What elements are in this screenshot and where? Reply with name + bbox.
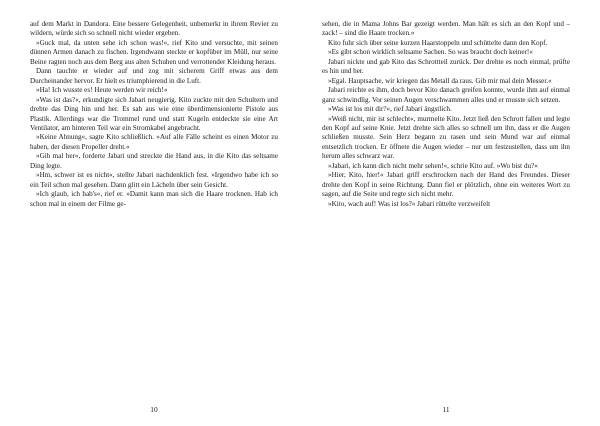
paragraph: »Ha! Ich wusste es! Heute werden wir reich!«: [36, 86, 168, 95]
paragraph: »Kito, wach auf! Was ist los?« Jabari rüttelte verzweifelt: [328, 199, 491, 208]
paragraph: »Hm, schwer ist es nicht«, stellte Jabari nachdenklich fest. »Irgendwo habe ich so ein Teil schon mal gesehen. Dann glitt ein Lächeln über sein Gesicht.: [30, 171, 278, 189]
paragraph: »Gib mal her«, forderte Jabari und streckte die Hand aus, in die Kito das seltsame Ding legte.: [30, 152, 278, 170]
paragraph: »Ich glaub, ich hab's«, rief er. »Damit kann man sich die Haare trocknen. Hab ich schon mal in einem der Filme ge-: [30, 190, 278, 208]
paragraph: »Guck mal, da unten sehe ich schon was!«, rief Kito und versuchte, mit seinen dünnen Armen danach zu fischen. Irgendwann steckte er kopfüber im Müll, nur seine Beine ragten noch aus dem Berg aus alten Schuhen und verrottender Kleidung heraus.: [30, 38, 278, 66]
paragraph: sehen, die in Mama Johns Bar gezeigt werden. Man hält es sich an den Kopf und – zack! – sind die Haare trocken.«: [322, 20, 570, 38]
paragraph: Kito fuhr sich über seine kurzen Haarstoppeln und schüttelte dann den Kopf.: [328, 38, 548, 47]
page-left: [30, 20, 278, 416]
paragraph: Jabari reichte es ihm, doch bevor Kito danach greifen konnte, wurde ihm auf einmal ganz schwindlig. Vor seinen Augen verschwammen alles und er musste sich setzen.: [322, 86, 570, 104]
paragraph: »Weiß nicht, mir ist schlecht«, murmelte Kito. Jetzt ließ den Schrott fallen und legte den Kopf auf seine Knie. Jetzt drehte sich alles so schnell um ihn, dass er die Augen schließen musste. Sein Herz begann zu rasen und sein Mund war auf einmal entsetzlich trocken. Er öffnete die Augen wieder – nur um festzustellen, dass um ihn herum alles schwarz war.: [322, 114, 570, 161]
page-number-left: 10: [150, 405, 158, 414]
paragraph: auf dem Markt in Dandora. Eine bessere Gelegenheit, unbemerkt in ihrem Revier zu wildern, würde sich so schnell nicht wieder ergeben.: [30, 20, 278, 38]
paragraph: »Jabari, ich kann dich nicht mehr sehen!«, schrie Kito auf. »Wo bist du?«: [328, 161, 538, 170]
page-left-text: [30, 20, 278, 209]
paragraph: »Hier, Kito, hier!« Jabari griff erschrocken nach der Hand des Freundes. Dieser drehte den Kopf in seine Richtung. Dann fiel er plötzlich, ohne ein weiteres Wort zu sagen, auf die Seite und regte sich nicht mehr.: [322, 171, 570, 199]
page-number-right: 11: [442, 405, 450, 414]
paragraph: »Keine Ahnung«, sagte Kito schließlich. »Auf alle Fälle scheint es einen Motor zu haben, der diesen Propeller dreht.«: [30, 133, 278, 151]
paragraph: Jabari nickte und gab Kito das Schrottteil zurück. Der drehte es noch einmal, prüfte es hin und her.: [322, 57, 570, 76]
paragraph: Dann tauchte er wieder auf und zog mit sicherem Griff etwas aus dem Durcheinander hervor. Er hielt es triumphierend in die Luft.: [30, 67, 278, 85]
paragraph: »Was ist los mit dir?«, rief Jabari ängstlich.: [328, 105, 452, 114]
paragraph: »Was ist das?«, erkundigte sich Jabari neugierig. Kito zuckte mit den Schultern und drehte das Ding hin und her. Es sah aus wie eine überdimensionierte Pistole aus Plastik. Allerdings war die Trommel rund und statt Kugeln entdeckte sie eine Art Ventilator, am hinteren Teil war ein Stromkabel angebracht.: [30, 95, 278, 132]
page-right: [322, 20, 570, 416]
paragraph: »Es gibt schon wirklich seltsame Sachen. So was braucht doch keiner!«: [328, 48, 533, 57]
paragraph: »Egal. Hauptsache, wir kriegen das Metall da raus. Gib mir mal dein Messer.«: [328, 76, 552, 85]
page-right-text: [322, 20, 570, 209]
